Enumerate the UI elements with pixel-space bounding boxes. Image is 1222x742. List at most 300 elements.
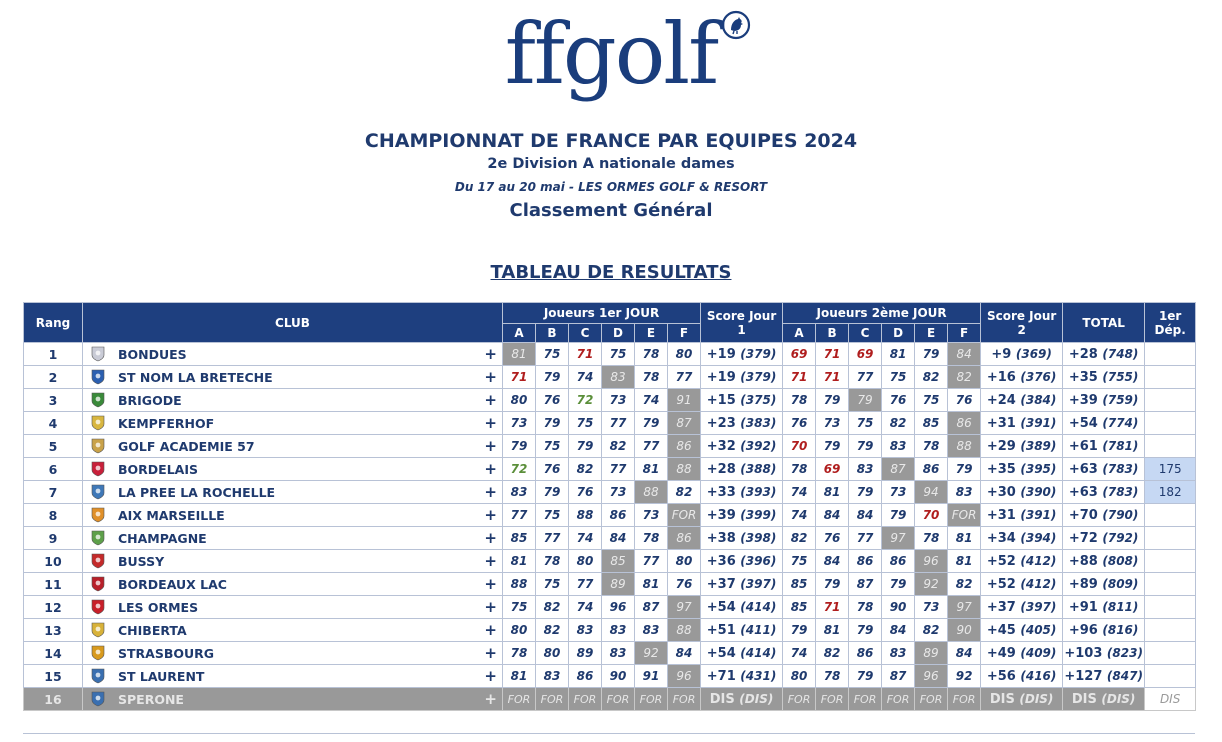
score-day2-f: 83 xyxy=(948,481,981,504)
score-day1-e: 78 xyxy=(635,343,668,366)
score-day2-e: 94 xyxy=(915,481,948,504)
score-day1-f: 97 xyxy=(668,596,701,619)
club-name: BONDUES xyxy=(118,347,187,362)
score-day2-b: 82 xyxy=(816,642,849,665)
club-crest-icon xyxy=(90,461,106,477)
depart-cell xyxy=(1145,550,1196,573)
score-day1-e: 77 xyxy=(635,550,668,573)
club-cell xyxy=(83,389,503,412)
score-day1-f: 77 xyxy=(668,366,701,389)
score-day1-c: 76 xyxy=(569,481,602,504)
total-cell: +127 (847) xyxy=(1063,665,1145,688)
club-name: LA PREE LA ROCHELLE xyxy=(118,485,276,500)
score-day2-d: 87 xyxy=(882,665,915,688)
score-day1-b: 76 xyxy=(536,389,569,412)
score-day2-c: 86 xyxy=(849,642,882,665)
score-day2-c: 79 xyxy=(849,435,882,458)
score-day2-e: 78 xyxy=(915,527,948,550)
score-day2-f: 97 xyxy=(948,596,981,619)
total-cell: +39 (759) xyxy=(1063,389,1145,412)
score-day1-d: 82 xyxy=(602,435,635,458)
tableau-title-text: TABLEAU DE RESULTATS xyxy=(490,262,732,283)
header-player-1-c: C xyxy=(569,324,602,343)
score-day2-c: 79 xyxy=(849,481,882,504)
score-day2-e: 82 xyxy=(915,366,948,389)
score-day1-a: 77 xyxy=(503,504,536,527)
score-day2-f: 92 xyxy=(948,665,981,688)
score-day1-e: 88 xyxy=(635,481,668,504)
score-day1-e: 74 xyxy=(635,389,668,412)
score-day2-f: 86 xyxy=(948,412,981,435)
rank-cell: 11 xyxy=(24,573,83,596)
score-day1-c: 71 xyxy=(569,343,602,366)
score-jour1-cell: +54 (414) xyxy=(701,596,783,619)
depart-cell: DIS xyxy=(1145,688,1196,711)
score-day1-f: 80 xyxy=(668,550,701,573)
score-jour2-cell: +49 (409) xyxy=(981,642,1063,665)
score-day2-e: 79 xyxy=(915,343,948,366)
club-cell xyxy=(83,412,503,435)
club-crest-icon xyxy=(90,369,106,385)
score-day2-b: 79 xyxy=(816,435,849,458)
expand-plus-button[interactable]: + xyxy=(484,690,497,708)
score-day2-d: 97 xyxy=(882,527,915,550)
score-day1-f: FOR xyxy=(668,504,701,527)
depart-cell xyxy=(1145,642,1196,665)
score-day1-e: FOR xyxy=(635,688,668,711)
score-day1-d: 84 xyxy=(602,527,635,550)
rank-cell: 9 xyxy=(24,527,83,550)
score-day1-d: 83 xyxy=(602,642,635,665)
total-cell: +54 (774) xyxy=(1063,412,1145,435)
score-day1-b: 82 xyxy=(536,619,569,642)
score-day1-c: 74 xyxy=(569,366,602,389)
score-day1-b: FOR xyxy=(536,688,569,711)
rank-cell: 1 xyxy=(24,343,83,366)
score-day2-e: 85 xyxy=(915,412,948,435)
total-cell: +89 (809) xyxy=(1063,573,1145,596)
total-cell: +103 (823) xyxy=(1063,642,1145,665)
score-day1-b: 82 xyxy=(536,596,569,619)
score-day1-b: 76 xyxy=(536,458,569,481)
score-day2-f: 76 xyxy=(948,389,981,412)
score-day2-c: 79 xyxy=(849,619,882,642)
expand-plus-button[interactable]: + xyxy=(484,598,497,616)
depart-cell xyxy=(1145,412,1196,435)
score-jour1-cell: +38 (398) xyxy=(701,527,783,550)
bottom-divider xyxy=(23,733,1195,734)
score-day1-c: 77 xyxy=(569,573,602,596)
score-day2-d: FOR xyxy=(882,688,915,711)
score-day1-f: 91 xyxy=(668,389,701,412)
score-day1-f: 86 xyxy=(668,527,701,550)
score-day1-f: 96 xyxy=(668,665,701,688)
expand-plus-button[interactable]: + xyxy=(484,529,497,547)
club-name: BRIGODE xyxy=(118,393,182,408)
depart-cell xyxy=(1145,573,1196,596)
score-day1-b: 79 xyxy=(536,366,569,389)
header-club: CLUB xyxy=(83,303,503,343)
score-day1-d: 89 xyxy=(602,573,635,596)
score-day1-f: 88 xyxy=(668,458,701,481)
score-day1-c: 86 xyxy=(569,665,602,688)
expand-plus-button[interactable]: + xyxy=(484,644,497,662)
score-day1-a: 88 xyxy=(503,573,536,596)
score-day2-c: 77 xyxy=(849,527,882,550)
score-day1-e: 81 xyxy=(635,573,668,596)
score-day2-c: 78 xyxy=(849,596,882,619)
score-day2-b: 71 xyxy=(816,596,849,619)
table-row xyxy=(24,573,1196,596)
depart-cell: 182 xyxy=(1145,481,1196,504)
score-day2-c: 79 xyxy=(849,665,882,688)
score-day1-b: 75 xyxy=(536,573,569,596)
score-day2-d: 83 xyxy=(882,435,915,458)
score-day2-b: 71 xyxy=(816,343,849,366)
total-cell: +35 (755) xyxy=(1063,366,1145,389)
club-cell xyxy=(83,665,503,688)
event-dates: Du 17 au 20 mai - LES ORMES GOLF & RESORT xyxy=(454,180,768,194)
table-row xyxy=(24,688,1196,711)
score-day1-c: 79 xyxy=(569,435,602,458)
rank-cell: 3 xyxy=(24,389,83,412)
score-jour1-cell: +19 (379) xyxy=(701,366,783,389)
score-day1-f: 82 xyxy=(668,481,701,504)
club-name: STRASBOURG xyxy=(118,646,215,661)
score-day1-e: 92 xyxy=(635,642,668,665)
score-day2-c: 79 xyxy=(849,389,882,412)
score-day1-e: 77 xyxy=(635,435,668,458)
expand-plus-button[interactable]: + xyxy=(484,368,497,386)
score-day2-b: 81 xyxy=(816,619,849,642)
tableau-title xyxy=(0,262,1222,283)
score-day2-e: 75 xyxy=(915,389,948,412)
rank-cell: 14 xyxy=(24,642,83,665)
expand-plus-button[interactable]: + xyxy=(484,621,497,639)
score-day2-e: 78 xyxy=(915,435,948,458)
rank-cell: 13 xyxy=(24,619,83,642)
club-name: ST NOM LA BRETECHE xyxy=(118,370,273,385)
club-name: CHIBERTA xyxy=(118,623,187,638)
expand-plus-button[interactable]: + xyxy=(484,506,497,524)
expand-plus-button[interactable]: + xyxy=(484,552,497,570)
score-day2-a: 75 xyxy=(783,550,816,573)
score-jour2-cell: +56 (416) xyxy=(981,665,1063,688)
score-jour2-cell: +35 (395) xyxy=(981,458,1063,481)
club-name: KEMPFERHOF xyxy=(118,416,215,431)
score-day1-d: 85 xyxy=(602,550,635,573)
score-day1-b: 78 xyxy=(536,550,569,573)
score-day1-d: FOR xyxy=(602,688,635,711)
score-day1-a: 80 xyxy=(503,619,536,642)
table-row xyxy=(24,343,1196,366)
score-day2-d: 84 xyxy=(882,619,915,642)
table-row xyxy=(24,389,1196,412)
rank-cell: 6 xyxy=(24,458,83,481)
score-day2-a: 79 xyxy=(783,619,816,642)
expand-plus-button[interactable]: + xyxy=(484,483,497,501)
score-day1-c: 80 xyxy=(569,550,602,573)
score-day2-c: 84 xyxy=(849,504,882,527)
header-player-1-e: E xyxy=(635,324,668,343)
score-jour2-cell: DIS (DIS) xyxy=(981,688,1063,711)
score-day2-a: FOR xyxy=(783,688,816,711)
score-day2-d: 79 xyxy=(882,573,915,596)
score-day2-c: 77 xyxy=(849,366,882,389)
total-cell: +72 (792) xyxy=(1063,527,1145,550)
header-player-1-a: A xyxy=(503,324,536,343)
score-day2-f: 82 xyxy=(948,366,981,389)
score-day2-a: 80 xyxy=(783,665,816,688)
club-cell xyxy=(83,343,503,366)
score-day1-a: 80 xyxy=(503,389,536,412)
score-day2-f: 90 xyxy=(948,619,981,642)
score-day1-c: 82 xyxy=(569,458,602,481)
score-jour1-cell: +54 (414) xyxy=(701,642,783,665)
score-day1-c: 88 xyxy=(569,504,602,527)
score-day1-e: 91 xyxy=(635,665,668,688)
score-day1-f: FOR xyxy=(668,688,701,711)
score-day2-e: FOR xyxy=(915,688,948,711)
total-cell: +28 (748) xyxy=(1063,343,1145,366)
club-crest-icon xyxy=(90,346,106,362)
rank-cell: 15 xyxy=(24,665,83,688)
score-jour1-cell: +71 (431) xyxy=(701,665,783,688)
results-table xyxy=(23,302,1196,711)
score-day2-b: 78 xyxy=(816,665,849,688)
logo-text: ffgolf xyxy=(504,5,718,103)
header-score-jour2: Score Jour 2 xyxy=(981,303,1063,343)
score-day1-a: 79 xyxy=(503,435,536,458)
score-day1-a: 83 xyxy=(503,481,536,504)
score-day2-d: 81 xyxy=(882,343,915,366)
score-day2-f: 81 xyxy=(948,527,981,550)
score-day1-d: 77 xyxy=(602,412,635,435)
total-cell: +61 (781) xyxy=(1063,435,1145,458)
score-day1-b: 75 xyxy=(536,343,569,366)
score-day2-d: 82 xyxy=(882,412,915,435)
score-day2-c: 86 xyxy=(849,550,882,573)
depart-cell xyxy=(1145,665,1196,688)
score-day2-a: 85 xyxy=(783,573,816,596)
score-day2-a: 78 xyxy=(783,389,816,412)
score-day2-a: 85 xyxy=(783,596,816,619)
score-day1-f: 84 xyxy=(668,642,701,665)
score-day1-f: 80 xyxy=(668,343,701,366)
score-day2-e: 86 xyxy=(915,458,948,481)
rank-cell: 8 xyxy=(24,504,83,527)
club-cell xyxy=(83,458,503,481)
table-row xyxy=(24,596,1196,619)
ffgolf-logo xyxy=(0,4,1222,104)
club-cell xyxy=(83,596,503,619)
club-crest-icon xyxy=(90,392,106,408)
expand-plus-button[interactable]: + xyxy=(484,437,497,455)
depart-cell xyxy=(1145,596,1196,619)
score-jour2-cell: +52 (412) xyxy=(981,550,1063,573)
club-name: BORDELAIS xyxy=(118,462,198,477)
score-jour1-cell: +51 (411) xyxy=(701,619,783,642)
score-day2-f: 81 xyxy=(948,550,981,573)
score-jour2-cell: +34 (394) xyxy=(981,527,1063,550)
total-cell: +91 (811) xyxy=(1063,596,1145,619)
club-crest-icon xyxy=(90,507,106,523)
club-crest-icon xyxy=(90,415,106,431)
table-row xyxy=(24,550,1196,573)
depart-cell xyxy=(1145,366,1196,389)
score-day1-f: 87 xyxy=(668,412,701,435)
score-day2-b: 79 xyxy=(816,573,849,596)
club-cell xyxy=(83,642,503,665)
table-row xyxy=(24,527,1196,550)
score-day2-b: 84 xyxy=(816,504,849,527)
score-jour1-cell: +37 (397) xyxy=(701,573,783,596)
header-player-2-e: E xyxy=(915,324,948,343)
score-day1-e: 79 xyxy=(635,412,668,435)
score-day2-b: 84 xyxy=(816,550,849,573)
expand-plus-button[interactable]: + xyxy=(484,414,497,432)
championship-title: CHAMPIONNAT DE FRANCE PAR EQUIPES 2024 xyxy=(364,130,858,152)
club-name: SPERONE xyxy=(118,692,184,707)
score-jour2-cell: +45 (405) xyxy=(981,619,1063,642)
score-day1-f: 76 xyxy=(668,573,701,596)
club-crest-icon xyxy=(90,645,106,661)
expand-plus-button[interactable]: + xyxy=(484,460,497,478)
score-day1-a: 85 xyxy=(503,527,536,550)
club-crest-icon xyxy=(90,553,106,569)
club-name: LES ORMES xyxy=(118,600,199,615)
rank-cell: 16 xyxy=(24,688,83,711)
club-name: BORDEAUX LAC xyxy=(118,577,227,592)
score-day1-c: 74 xyxy=(569,596,602,619)
score-jour2-cell: +31 (391) xyxy=(981,504,1063,527)
score-day2-a: 71 xyxy=(783,366,816,389)
table-row xyxy=(24,642,1196,665)
table-row xyxy=(24,412,1196,435)
score-day1-a: 75 xyxy=(503,596,536,619)
score-day1-e: 87 xyxy=(635,596,668,619)
score-jour2-cell: +16 (376) xyxy=(981,366,1063,389)
club-cell xyxy=(83,619,503,642)
header-player-2-f: F xyxy=(948,324,981,343)
score-day2-d: 76 xyxy=(882,389,915,412)
score-day1-e: 78 xyxy=(635,366,668,389)
score-day2-a: 74 xyxy=(783,642,816,665)
score-day2-e: 70 xyxy=(915,504,948,527)
expand-plus-button[interactable]: + xyxy=(484,345,497,363)
score-day2-a: 76 xyxy=(783,412,816,435)
header-player-1-b: B xyxy=(536,324,569,343)
score-day2-e: 89 xyxy=(915,642,948,665)
score-day2-b: 79 xyxy=(816,389,849,412)
club-name: CHAMPAGNE xyxy=(118,531,207,546)
expand-plus-button[interactable]: + xyxy=(484,667,497,685)
table-row xyxy=(24,619,1196,642)
table-row xyxy=(24,481,1196,504)
club-crest-icon xyxy=(90,438,106,454)
score-day2-b: 69 xyxy=(816,458,849,481)
score-day1-b: 75 xyxy=(536,435,569,458)
header-rang: Rang xyxy=(24,303,83,343)
score-day2-a: 82 xyxy=(783,527,816,550)
score-day2-f: 82 xyxy=(948,573,981,596)
score-day2-a: 69 xyxy=(783,343,816,366)
score-day1-d: 86 xyxy=(602,504,635,527)
score-day1-c: 72 xyxy=(569,389,602,412)
score-day1-a: 81 xyxy=(503,665,536,688)
depart-cell xyxy=(1145,527,1196,550)
score-day2-c: 87 xyxy=(849,573,882,596)
expand-plus-button[interactable]: + xyxy=(484,575,497,593)
club-name: GOLF ACADEMIE 57 xyxy=(118,439,255,454)
score-day1-d: 83 xyxy=(602,366,635,389)
score-day2-a: 70 xyxy=(783,435,816,458)
score-jour1-cell: +33 (393) xyxy=(701,481,783,504)
score-day1-b: 79 xyxy=(536,412,569,435)
header-player-1-f: F xyxy=(668,324,701,343)
division-subtitle: 2e Division A nationale dames xyxy=(487,156,735,172)
score-jour1-cell: +28 (388) xyxy=(701,458,783,481)
score-day2-e: 96 xyxy=(915,665,948,688)
score-jour1-cell: +39 (399) xyxy=(701,504,783,527)
score-day2-d: 73 xyxy=(882,481,915,504)
score-day2-b: 76 xyxy=(816,527,849,550)
club-cell xyxy=(83,366,503,389)
score-day1-e: 81 xyxy=(635,458,668,481)
score-jour1-cell: +32 (392) xyxy=(701,435,783,458)
club-name: AIX MARSEILLE xyxy=(118,508,225,523)
score-day1-d: 75 xyxy=(602,343,635,366)
rank-cell: 7 xyxy=(24,481,83,504)
header-total: TOTAL xyxy=(1063,303,1145,343)
rank-cell: 10 xyxy=(24,550,83,573)
club-crest-icon xyxy=(90,691,106,707)
score-day1-d: 73 xyxy=(602,389,635,412)
club-crest-icon xyxy=(90,668,106,684)
table-row xyxy=(24,504,1196,527)
score-day2-d: 90 xyxy=(882,596,915,619)
score-day2-f: FOR xyxy=(948,504,981,527)
score-day1-d: 90 xyxy=(602,665,635,688)
expand-plus-button[interactable]: + xyxy=(484,391,497,409)
score-jour2-cell: +31 (391) xyxy=(981,412,1063,435)
club-crest-icon xyxy=(90,622,106,638)
header-player-2-d: D xyxy=(882,324,915,343)
score-day2-d: 87 xyxy=(882,458,915,481)
score-day2-a: 78 xyxy=(783,458,816,481)
club-name: BUSSY xyxy=(118,554,165,569)
score-jour1-cell: +36 (396) xyxy=(701,550,783,573)
score-day1-a: 72 xyxy=(503,458,536,481)
header-player-2-a: A xyxy=(783,324,816,343)
score-day2-a: 74 xyxy=(783,481,816,504)
score-day2-b: 71 xyxy=(816,366,849,389)
score-day2-e: 96 xyxy=(915,550,948,573)
depart-cell xyxy=(1145,389,1196,412)
score-jour2-cell: +24 (384) xyxy=(981,389,1063,412)
score-day1-c: 83 xyxy=(569,619,602,642)
score-day1-c: 89 xyxy=(569,642,602,665)
score-day1-f: 86 xyxy=(668,435,701,458)
score-day2-a: 74 xyxy=(783,504,816,527)
score-day1-e: 73 xyxy=(635,504,668,527)
score-day2-b: FOR xyxy=(816,688,849,711)
table-row xyxy=(24,458,1196,481)
rank-cell: 5 xyxy=(24,435,83,458)
club-cell xyxy=(83,527,503,550)
score-day1-a: 73 xyxy=(503,412,536,435)
score-jour2-cell: +52 (412) xyxy=(981,573,1063,596)
